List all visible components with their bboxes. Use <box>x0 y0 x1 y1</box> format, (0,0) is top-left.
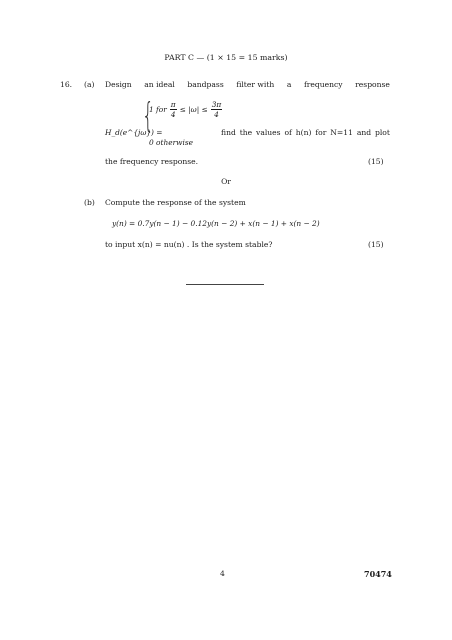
fraction-pi-over-4 <box>170 100 177 119</box>
paper-code: 70474 <box>364 569 392 579</box>
word: response <box>355 80 390 89</box>
word: h(n) <box>295 128 312 137</box>
word: an ideal <box>144 80 175 89</box>
find-values-line <box>221 128 390 137</box>
word: frequency <box>303 80 343 89</box>
hd-function-label: H_d(e^{jω}) = <box>105 128 163 137</box>
word: find <box>221 128 236 137</box>
marks-a: (15) <box>368 157 384 166</box>
subpart-a-label: (a) <box>84 80 95 89</box>
fraction-numerator: π <box>170 100 176 109</box>
end-rule <box>186 284 264 285</box>
word: bandpass <box>187 80 224 89</box>
fraction-denominator: 4 <box>170 110 176 119</box>
case1-prefix: 1 for <box>149 105 167 114</box>
or-separator: Or <box>221 177 231 186</box>
difference-equation: y(n) = 0.7y(n − 1) − 0.12y(n − 2) + x(n − 1) + x(n − 2) <box>112 219 320 228</box>
word: the <box>239 128 253 137</box>
part-c-heading: PART C — (1 × 15 = 15 marks) <box>164 53 288 62</box>
input-question: to input x(n) = nu(n) . Is the system stable? <box>105 240 273 249</box>
word: for <box>315 128 327 137</box>
piecewise-case-1 <box>149 100 222 119</box>
inequality: ≤ |ω| ≤ <box>179 105 208 114</box>
word: values <box>256 128 281 137</box>
word: filter with <box>236 80 275 89</box>
piecewise-case-2: 0 otherwise <box>149 138 193 147</box>
left-brace: { <box>142 96 154 136</box>
subpart-b-label: (b) <box>84 198 95 207</box>
word: N=11 <box>330 128 353 137</box>
question-a-first-line <box>105 80 390 89</box>
word: plot <box>375 128 390 137</box>
page-number: 4 <box>220 569 225 578</box>
fraction-denominator: 4 <box>214 110 219 119</box>
fraction-numerator: 3π <box>211 100 222 109</box>
compute-text: Compute the response of the system <box>105 198 246 207</box>
marks-b: (15) <box>368 240 384 249</box>
frequency-response-text: the frequency response. <box>105 157 199 166</box>
word: Design <box>105 80 132 89</box>
fraction-3pi-over-4 <box>211 100 223 119</box>
word: and <box>356 128 372 137</box>
word: a <box>286 80 292 89</box>
question-number: 16. <box>60 80 73 89</box>
word: of <box>284 128 292 137</box>
